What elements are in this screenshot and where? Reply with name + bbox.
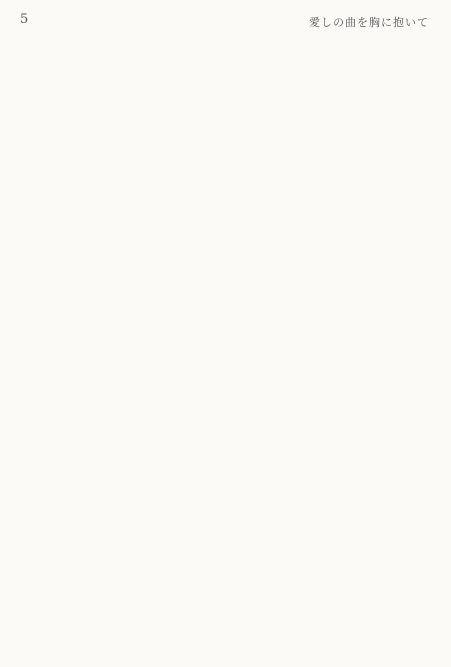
page-number: 5 xyxy=(20,12,29,27)
body-text xyxy=(20,40,431,647)
running-title: 愛しの曲を胸に抱いて xyxy=(309,16,429,29)
